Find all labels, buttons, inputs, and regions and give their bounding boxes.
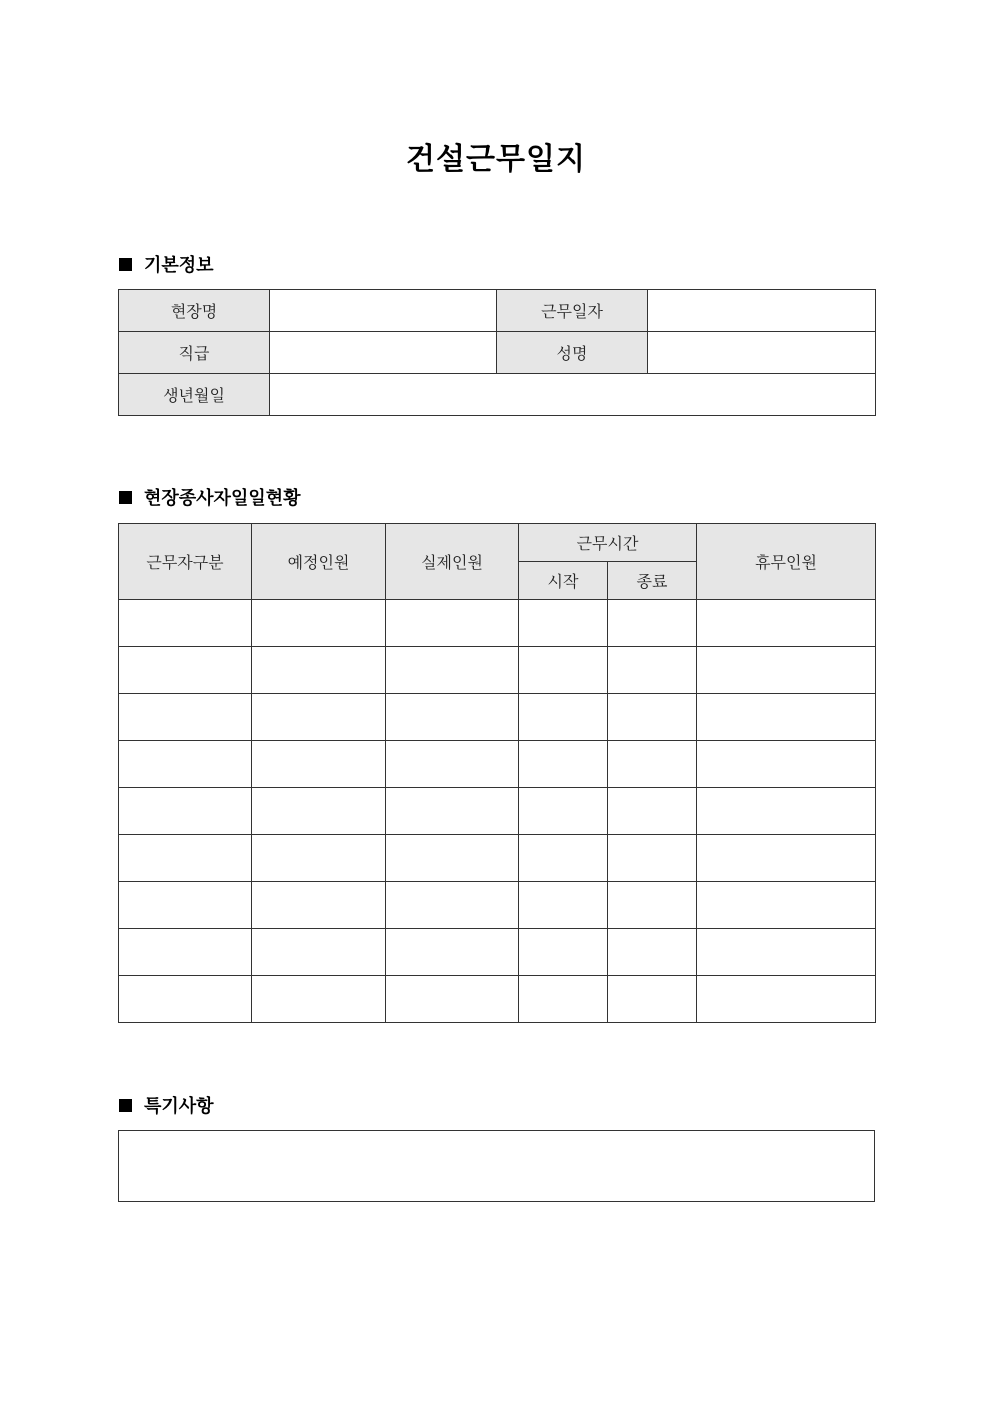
- planned-cell[interactable]: [252, 788, 386, 835]
- end-time-cell[interactable]: [608, 647, 697, 694]
- start-time-cell[interactable]: [519, 694, 608, 741]
- section-heading-notes: [119, 1093, 214, 1117]
- worker-type-cell[interactable]: [119, 600, 252, 647]
- position-label: 직급: [119, 332, 270, 374]
- name-label: 성명: [497, 332, 648, 374]
- birth-date-label: 생년월일: [119, 374, 270, 416]
- section-heading-notes-label: 특기사항: [144, 1096, 214, 1117]
- planned-header: 예정인원: [252, 524, 386, 600]
- actual-cell[interactable]: [386, 882, 519, 929]
- actual-cell[interactable]: [386, 788, 519, 835]
- actual-cell[interactable]: [386, 600, 519, 647]
- worker-type-cell[interactable]: [119, 929, 252, 976]
- end-time-cell[interactable]: [608, 788, 697, 835]
- end-time-cell[interactable]: [608, 976, 697, 1023]
- worker-type-cell[interactable]: [119, 882, 252, 929]
- work-date-field[interactable]: [648, 290, 876, 332]
- square-bullet-icon: [119, 491, 132, 504]
- table-row: [119, 835, 876, 882]
- end-time-cell[interactable]: [608, 741, 697, 788]
- table-row: [119, 647, 876, 694]
- off-duty-cell[interactable]: [697, 835, 876, 882]
- actual-cell[interactable]: [386, 741, 519, 788]
- square-bullet-icon: [119, 258, 132, 271]
- section-heading-staff: [119, 485, 301, 509]
- actual-cell[interactable]: [386, 647, 519, 694]
- worker-type-header: 근무자구분: [119, 524, 252, 600]
- birth-date-field[interactable]: [270, 374, 876, 416]
- worker-type-cell[interactable]: [119, 741, 252, 788]
- actual-cell[interactable]: [386, 976, 519, 1023]
- planned-cell[interactable]: [252, 694, 386, 741]
- start-time-header: 시작: [519, 562, 608, 600]
- table-row: [119, 741, 876, 788]
- section-heading-basic-label: 기본정보: [144, 255, 214, 276]
- staff-status-table: [118, 523, 876, 1023]
- table-row: [119, 882, 876, 929]
- off-duty-cell[interactable]: [697, 882, 876, 929]
- site-name-field[interactable]: [270, 290, 497, 332]
- end-time-cell[interactable]: [608, 929, 697, 976]
- off-duty-cell[interactable]: [697, 929, 876, 976]
- end-time-cell[interactable]: [608, 600, 697, 647]
- end-time-cell[interactable]: [608, 694, 697, 741]
- start-time-cell[interactable]: [519, 788, 608, 835]
- off-duty-cell[interactable]: [697, 694, 876, 741]
- off-duty-cell[interactable]: [697, 976, 876, 1023]
- notes-field[interactable]: [118, 1130, 875, 1202]
- off-duty-cell[interactable]: [697, 788, 876, 835]
- name-field[interactable]: [648, 332, 876, 374]
- actual-cell[interactable]: [386, 694, 519, 741]
- start-time-cell[interactable]: [519, 741, 608, 788]
- start-time-cell[interactable]: [519, 835, 608, 882]
- section-heading-staff-label: 현장종사자일일현황: [144, 488, 301, 509]
- actual-cell[interactable]: [386, 835, 519, 882]
- table-row: [119, 788, 876, 835]
- planned-cell[interactable]: [252, 741, 386, 788]
- site-name-label: 현장명: [119, 290, 270, 332]
- basic-info-table: [118, 289, 876, 416]
- off-duty-cell[interactable]: [697, 600, 876, 647]
- actual-header: 실제인원: [386, 524, 519, 600]
- square-bullet-icon: [119, 1099, 132, 1112]
- planned-cell[interactable]: [252, 835, 386, 882]
- work-date-label: 근무일자: [497, 290, 648, 332]
- planned-cell[interactable]: [252, 600, 386, 647]
- start-time-cell[interactable]: [519, 647, 608, 694]
- page-title: 건설근무일지: [406, 142, 586, 177]
- off-duty-header: 휴무인원: [697, 524, 876, 600]
- table-row: [119, 600, 876, 647]
- table-row: [119, 694, 876, 741]
- worker-type-cell[interactable]: [119, 694, 252, 741]
- planned-cell[interactable]: [252, 647, 386, 694]
- work-time-header: 근무시간: [519, 524, 697, 562]
- table-row: [119, 929, 876, 976]
- worker-type-cell[interactable]: [119, 976, 252, 1023]
- worker-type-cell[interactable]: [119, 788, 252, 835]
- worker-type-cell[interactable]: [119, 647, 252, 694]
- position-field[interactable]: [270, 332, 497, 374]
- start-time-cell[interactable]: [519, 976, 608, 1023]
- worker-type-cell[interactable]: [119, 835, 252, 882]
- staff-rows: [119, 600, 876, 1023]
- table-row: [119, 976, 876, 1023]
- start-time-cell[interactable]: [519, 882, 608, 929]
- planned-cell[interactable]: [252, 882, 386, 929]
- start-time-cell[interactable]: [519, 929, 608, 976]
- end-time-cell[interactable]: [608, 882, 697, 929]
- planned-cell[interactable]: [252, 976, 386, 1023]
- section-heading-basic: [119, 252, 214, 276]
- planned-cell[interactable]: [252, 929, 386, 976]
- actual-cell[interactable]: [386, 929, 519, 976]
- off-duty-cell[interactable]: [697, 647, 876, 694]
- end-time-cell[interactable]: [608, 835, 697, 882]
- start-time-cell[interactable]: [519, 600, 608, 647]
- end-time-header: 종료: [608, 562, 697, 600]
- off-duty-cell[interactable]: [697, 741, 876, 788]
